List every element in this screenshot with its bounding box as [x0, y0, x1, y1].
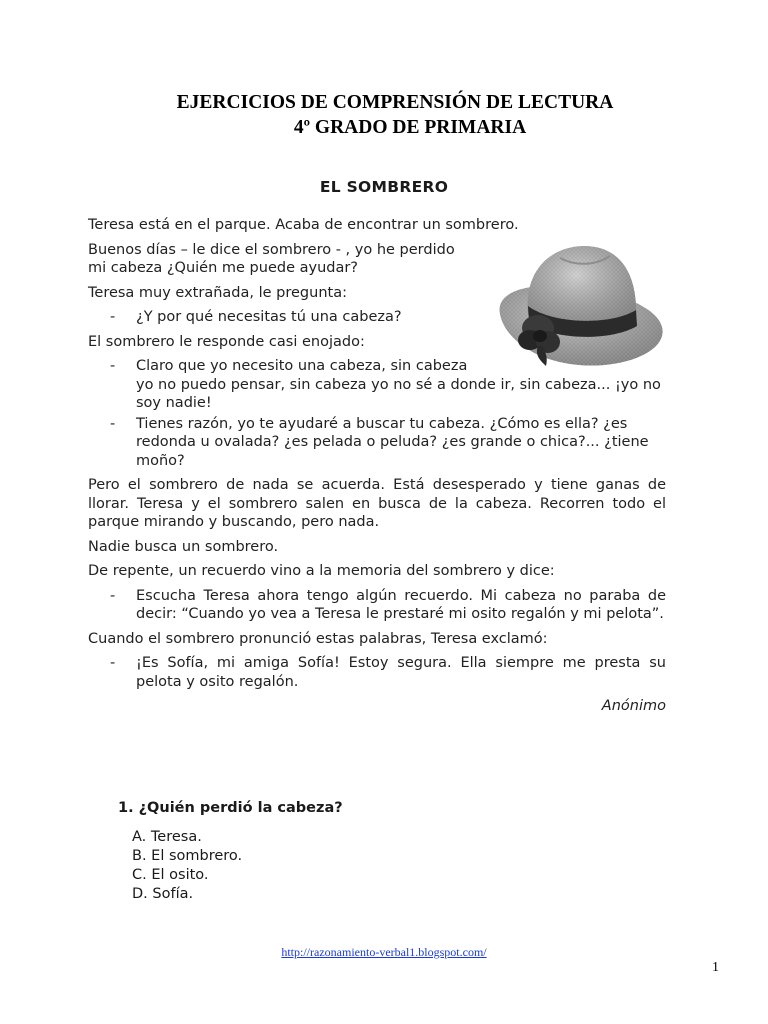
dash-bullet: - — [110, 415, 116, 432]
paragraph-6: Nadie busca un sombrero. — [88, 538, 279, 555]
option-b: B. El sombrero. — [132, 848, 243, 864]
paragraph-8: Cuando el sombrero pronunció estas palabras, Teresa exclamó: — [88, 630, 548, 647]
header-title: EJERCICIOS DE COMPRENSIÓN DE LECTURA — [176, 92, 614, 113]
story-title: EL SOMBRERO — [319, 178, 449, 196]
footer-link[interactable]: http://razonamiento-verbal1.blogspot.com/ — [281, 945, 487, 959]
dialog-list-2 — [88, 357, 666, 470]
dialog-text: Escucha Teresa ahora tengo algún recuerdo. Mi cabeza no paraba de decir: “Cuando yo vea a Teresa le prestaré mi osito regalón y mi pelota”. — [136, 587, 666, 622]
dash-bullet: - — [110, 358, 116, 374]
dialog-list-3 — [88, 587, 666, 624]
dialog-text-continued: yo no puedo pensar, sin cabeza yo no sé a donde ir, sin cabeza... ¡yo no soy nadie! — [136, 376, 661, 411]
dash-bullet: - — [110, 655, 116, 671]
dialog-item — [88, 654, 666, 691]
paragraph-5: Pero el sombrero de nada se acuerda. Está desesperado y tiene ganas de llorar. Teresa y el sombrero salen en busca de la cabeza. Recorren todo el parque mirando y buscando, pero nada. — [88, 477, 666, 530]
dialog-text: Tienes razón, yo te ayudaré a buscar tu cabeza. ¿Cómo es ella? ¿es redonda u ovalada? ¿es pelada o peluda? ¿es grande o chica?... ¿tiene moño? — [136, 415, 649, 469]
dialog-text: Claro que yo necesito una cabeza, sin cabeza — [136, 358, 468, 374]
dash-bullet: - — [110, 309, 116, 325]
header-subtitle: 4º GRADO DE PRIMARIA — [293, 117, 527, 138]
dash-bullet: - — [110, 587, 116, 604]
dialog-list-1 — [88, 308, 666, 327]
dialog-text: ¿Y por qué necesitas tú una cabeza? — [136, 309, 402, 325]
option-d: D. Sofía. — [132, 886, 194, 902]
dialog-text: ¡Es Sofía, mi amiga Sofía! Estoy segura. Ella siempre me presta su pelota y osito regalón. — [136, 655, 666, 690]
dialog-list-4 — [88, 654, 666, 691]
paragraph-1: Teresa está en el parque. Acaba de encontrar un sombrero. — [88, 217, 519, 233]
story-body — [88, 216, 666, 722]
question-1: 1. ¿Quién perdió la cabeza? — [118, 800, 343, 816]
dialog-item — [88, 415, 666, 471]
dialog-item — [88, 308, 666, 327]
author: Anónimo — [601, 698, 666, 714]
paragraph-3: Teresa muy extrañada, le pregunta: — [88, 284, 347, 301]
option-c: C. El osito. — [132, 867, 209, 883]
option-a: A. Teresa. — [132, 829, 202, 845]
paragraph-2 — [88, 241, 488, 278]
dialog-item — [88, 357, 666, 413]
dialog-item — [88, 587, 666, 624]
paragraph-2-line-1: Buenos días – le dice el sombrero - , yo he perdido — [88, 241, 455, 258]
page-number: 1 — [712, 960, 719, 975]
paragraph-7: De repente, un recuerdo vino a la memoria del sombrero y dice: — [88, 563, 555, 579]
paragraph-4: El sombrero le responde casi enojado: — [88, 333, 365, 350]
paragraph-2-line-2: mi cabeza ¿Quién me puede ayudar? — [88, 260, 359, 276]
question-1-options — [132, 828, 242, 904]
